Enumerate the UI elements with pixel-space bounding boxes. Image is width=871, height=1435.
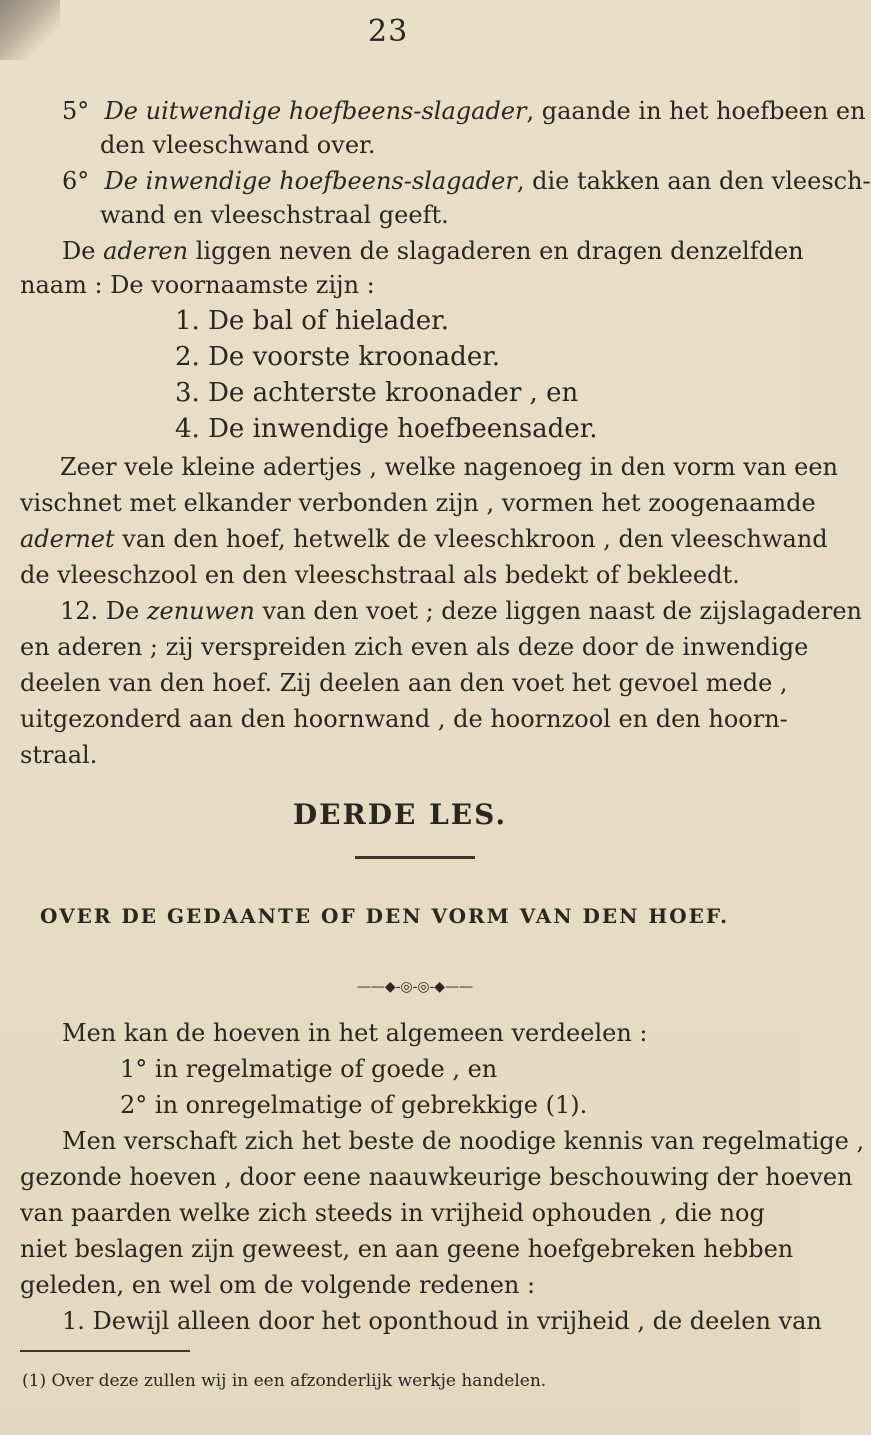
zenuwen-line-4: uitgezonderd aan den hoornwand , de hoornzool en den hoorn-	[20, 705, 788, 733]
zenuwen-line-5: straal.	[20, 741, 98, 769]
page-number: 23	[368, 14, 409, 49]
intro-line-4: Men verschaft zich het beste de noodige kennis van regelmatige ,	[62, 1127, 865, 1155]
zenuwen-line-1: 12. De zenuwen van den voet ; deze liggen naast de zijslagaderen	[60, 597, 862, 625]
intro-line-5: gezonde hoeven , door eene naauwkeurige beschouwing der hoeven	[20, 1163, 853, 1191]
adernet-line-2: vischnet met elkander verbonden zijn , vormen het zoogenaamde	[20, 489, 816, 517]
zenuwen-line-2: en aderen ; zij verspreiden zich even als deze door de inwendige	[20, 633, 809, 661]
item-6-number: 6°	[62, 167, 90, 195]
item-6-text: , die takken aan den vleesch-	[516, 167, 871, 195]
section-divider	[355, 856, 475, 859]
footnote-rule	[20, 1350, 190, 1352]
item-5-text: , gaande in het hoefbeen en	[526, 97, 866, 125]
intro-line-1: Men kan de hoeven in het algemeen verdeelen :	[62, 1019, 648, 1047]
item-6-continuation: wand en vleeschstraal geeft.	[100, 201, 449, 229]
intro-line-9: 1. Dewijl alleen door het oponthoud in vrijheid , de deelen van	[62, 1307, 822, 1335]
aderen-list-item-4: 4. De inwendige hoefbeensader.	[175, 414, 598, 444]
page-corner-shadow	[0, 0, 60, 60]
intro-line-7: niet beslagen zijn geweest, en aan geene hoefgebreken hebben	[20, 1235, 794, 1263]
item-5-number: 5°	[62, 97, 90, 125]
adernet-term: adernet	[20, 525, 115, 553]
ornament-divider: ——◆-◎-◎-◆——	[356, 979, 474, 995]
aderen-paragraph-line-2: naam : De voornaamste zijn :	[20, 271, 375, 299]
aderen-list-item-3: 3. De achterste kroonader , en	[175, 378, 579, 408]
aderen-term: aderen	[103, 237, 189, 265]
adernet-line-1: Zeer vele kleine adertjes , welke nagenoeg in den vorm van een	[60, 453, 839, 481]
adernet-line-3: adernet van den hoef, hetwelk de vleeschkroon , den vleeschwand	[20, 525, 828, 553]
intro-line-2: 1° in regelmatige of goede , en	[120, 1055, 498, 1083]
item-5-line	[62, 96, 866, 126]
intro-line-3: 2° in onregelmatige of gebrekkige (1).	[120, 1091, 588, 1119]
item-6-term: De inwendige hoefbeens-slagader	[104, 167, 517, 195]
adernet-line-4: de vleeschzool en den vleeschstraal als bedekt of bekleedt.	[20, 561, 740, 589]
intro-line-6: van paarden welke zich steeds in vrijheid ophouden , die nog	[20, 1199, 765, 1227]
section-title: DERDE LES.	[292, 798, 508, 831]
intro-line-8: geleden, en wel om de volgende redenen :	[20, 1271, 536, 1299]
zenuwen-line-3: deelen van den hoef. Zij deelen aan den voet het gevoel mede ,	[20, 669, 788, 697]
aderen-list-item-2: 2. De voorste kroonader.	[175, 342, 501, 372]
section-subtitle: OVER DE GEDAANTE OF DEN VORM VAN DEN HOEF.	[40, 904, 730, 928]
aderen-paragraph-line-1: De aderen liggen neven de slagaderen en dragen denzelfden	[62, 237, 804, 265]
aderen-list-item-1: 1. De bal of hielader.	[175, 306, 449, 336]
item-5-term: De uitwendige hoefbeens-slagader	[104, 97, 527, 125]
item-5-continuation: den vleeschwand over.	[100, 131, 376, 159]
zenuwen-term: zenuwen	[146, 597, 255, 625]
footnote: (1) Over deze zullen wij in een afzonderlijk werkje handelen.	[22, 1371, 547, 1391]
item-6-line	[62, 166, 871, 196]
